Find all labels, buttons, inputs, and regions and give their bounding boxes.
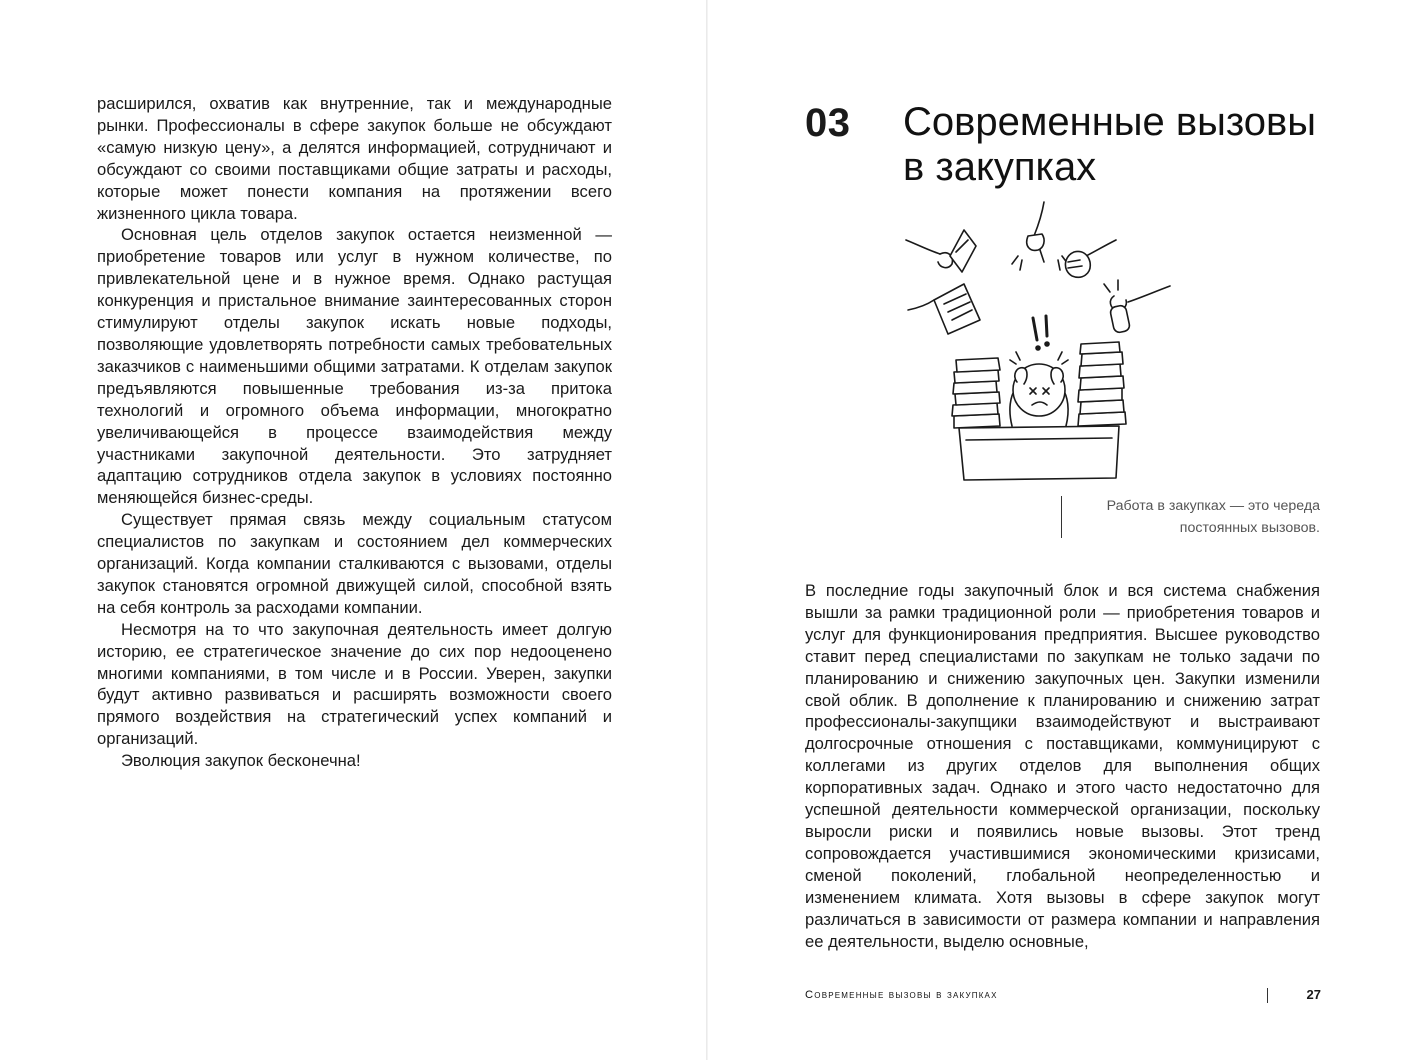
footer-rule [1267,988,1268,1003]
paragraph: Существует прямая связь между социальным статусом специалистов по закупкам и состоянием дел коммерческих организаций. Когда компании сталкиваются с вызовами, отделы закупок становятся огромной движущей силой, способной взять на себя контроль за расходами компании. [97,510,612,617]
right-text-column [805,580,1320,952]
paragraph: В последние годы закупочный блок и вся система снабжения вышли за рамки традиционной роли — приобретения товаров и услуг для функционирования предприятия. Высшее руководство ставит перед специалистами по закупкам не только задачи по планированию и снижению закупочных цен. Закупки изменили свой облик. В дополнение к планированию и снижению затрат профессионалы-закупщики взаимодействуют и выстраивают долгосрочные отношения с поставщиками, коммуницируют с коллегами из других отделов для выполнения общих корпоративных задач. Однако и этого часто недостаточно для успешной деятельности коммерческой организации, поскольку выросли риски и появились новые вызовы. Этот тренд сопровождается участившимися экономическими кризисами, сменой поколений, глобальной неопределенностью и изменением климата. Хотя вызовы в сфере закупок могут различаться в зависимости от размера компании и направления ее деятельности, выделю основные, [805,581,1320,951]
paragraph: Несмотря на то что закупочная деятельность имеет долгую историю, ее стратегическое значение до сих пор недооценено многими компаниями, в том числе и в России. Уверен, закупки будут активно развиваться и расширять возможности своего прямого воздействия на стратегический успех компаний и организаций. [97,619,612,749]
stressed-worker-illustration [904,200,1174,485]
caption-rule [1061,496,1062,538]
paragraph: Эволюция закупок бесконечна! [121,751,361,771]
illustration-caption: Работа в закупках — это череда постоянных вызовов. [1106,498,1320,536]
right-page [708,0,1410,1060]
chapter-number: 03 [805,101,851,145]
paragraph: Основная цель отделов закупок остается неизменной — приобретение товаров или услуг в нужном количестве, по привлекательной цене и в нужное время. Однако растущая конкуренция и пристальное внимание заинтересованных сторон стимулируют отделы закупок искать новые подходы, позволяющие удовлетворять потребности самых требовательных заказчиков с наименьшими общими затратами. К отделам закупок предъявляются повышенные требования из-за притока технологий и огромного объема информации, многократно увеличивающейся в процессе взаимодействия между участниками закупочной деятельности. Это затрудняет адаптацию сотрудников отдела закупок в условиях постоянно меняющейся бизнес-среды. [97,225,612,508]
paragraph: расширился, охватив как внутренние, так и международные рынки. Профессионалы в сфере закупок больше не обсуждают «самую низкую цену», а делятся информацией, сотрудничают и обсуждают со своими поставщиками общие затраты и расходы, которые может понести компания на протяжении всего жизненного цикла товара. [97,94,612,223]
left-text-column [97,93,612,772]
running-title: Современные вызовы в закупках [805,989,998,1001]
page-number: 27 [1306,987,1321,1002]
chapter-title: Современные вызовы в закупках [903,100,1317,189]
